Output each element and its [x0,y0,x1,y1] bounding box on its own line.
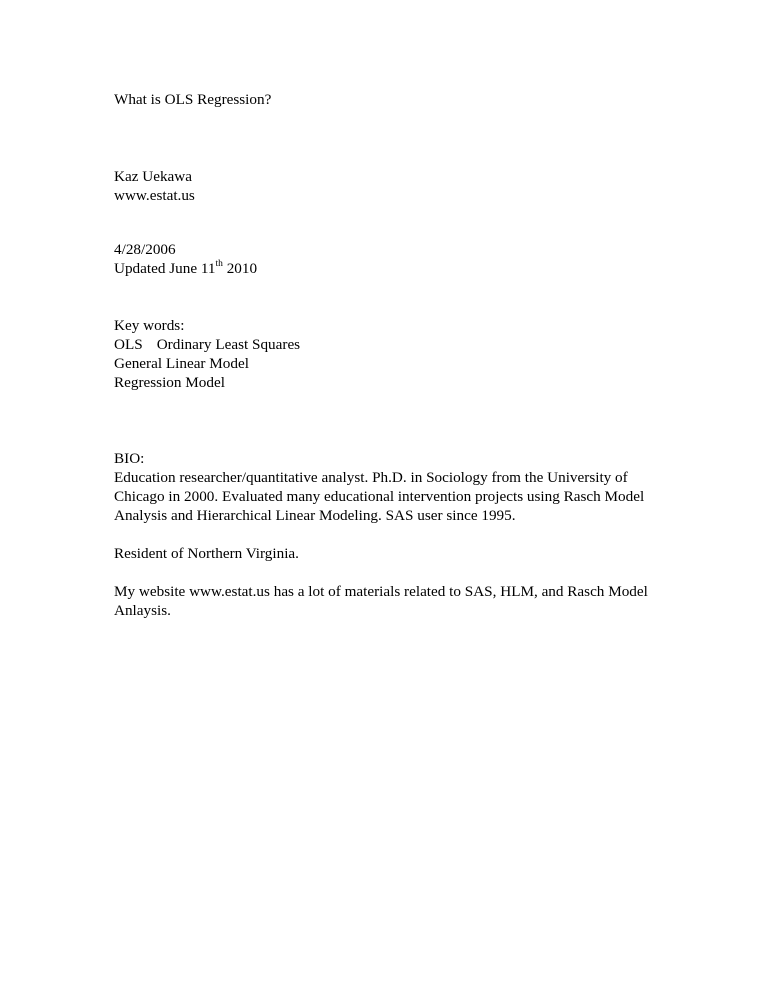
keyword-item: General Linear Model [114,355,249,372]
bio-paragraph: Education researcher/quantitative analyst. Ph.D. in Sociology from the University of Chicago in 2000. Evaluated many educational intervention projects using Rasch Model Analysis and Hierarchical Linear Modeling. SAS user since 1995. [114,469,645,524]
updated-date-superscript: th [215,258,223,269]
document-title: What is OLS Regression? [114,91,272,108]
author-website: www.estat.us [114,187,195,204]
residence-block [114,544,654,563]
updated-date [114,259,654,278]
bio-heading: BIO: [114,450,145,467]
created-date: 4/28/2006 [114,241,176,258]
keywords-heading: Key words: [114,317,185,334]
bio-website-note: My website www.estat.us has a lot of materials related to SAS, HLM, and Rasch Model Anlaysis. [114,583,648,619]
title-block [114,90,654,109]
bio-block [114,449,654,525]
keyword-item: Regression Model [114,374,225,391]
keyword-abbr: OLS [114,336,143,353]
author-block [114,167,654,205]
keywords-block [114,316,654,392]
updated-date-suffix: 2010 [222,260,258,277]
updated-date-prefix: Updated June 11 [114,260,216,277]
bio-residence: Resident of Northern Virginia. [114,545,299,562]
website-block [114,582,654,620]
keyword-item [114,335,654,354]
dates-block [114,240,654,278]
author-name: Kaz Uekawa [114,168,192,185]
keyword-text: Ordinary Least Squares [156,336,301,353]
